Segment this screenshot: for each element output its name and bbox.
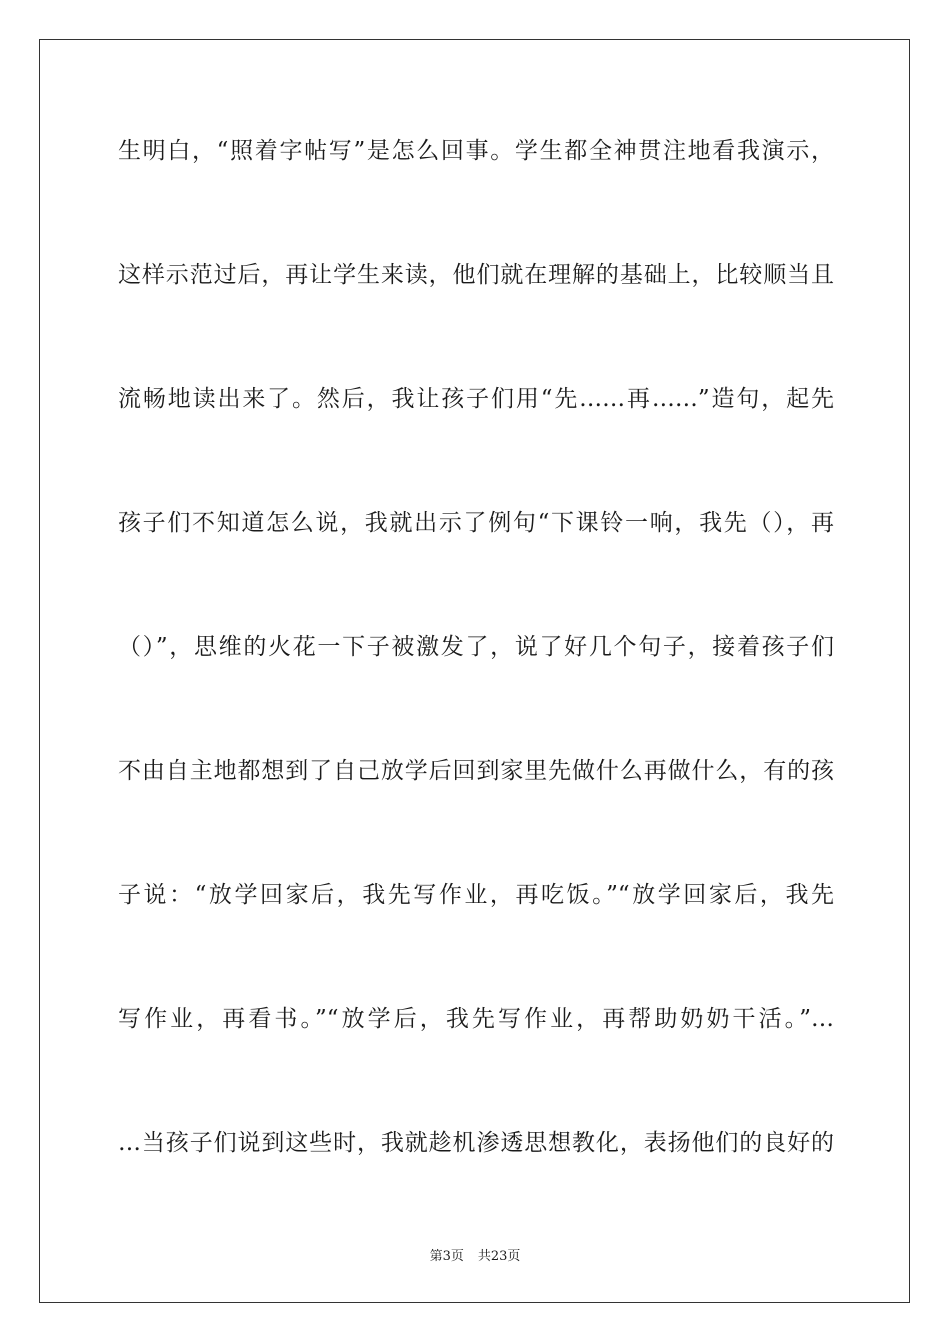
body-text-line: 生明白，“照着字帖写”是怎么回事。学生都全神贯注地看我演示， (118, 138, 834, 164)
body-text-line: 不由自主地都想到了自己放学后回到家里先做什么再做什么，有的孩 (118, 758, 834, 784)
page-total: 共23页 (477, 1249, 521, 1264)
body-text-line: （）”，思维的火花一下子被激发了，说了好几个句子，接着孩子们 (118, 634, 834, 660)
body-text-line: 写作业，再看书。”“放学后，我先写作业，再帮助奶奶干活。”… (118, 1006, 834, 1032)
body-text-line: …当孩子们说到这些时，我就趁机渗透思想教化，表扬他们的良好的 (118, 1130, 834, 1156)
body-text-line: 子说：“放学回家后，我先写作业，再吃饭。”“放学回家后，我先 (118, 882, 834, 908)
page-border (39, 39, 910, 1303)
page-number: 第3页 (429, 1249, 464, 1264)
page-footer (0, 1248, 950, 1266)
body-text-line: 这样示范过后，再让学生来读，他们就在理解的基础上，比较顺当且 (118, 262, 834, 288)
body-text-line: 流畅地读出来了。然后，我让孩子们用“先……再……”造句，起先 (118, 386, 834, 412)
body-text-line: 孩子们不知道怎么说，我就出示了例句“下课铃一响，我先（），再 (118, 510, 834, 536)
